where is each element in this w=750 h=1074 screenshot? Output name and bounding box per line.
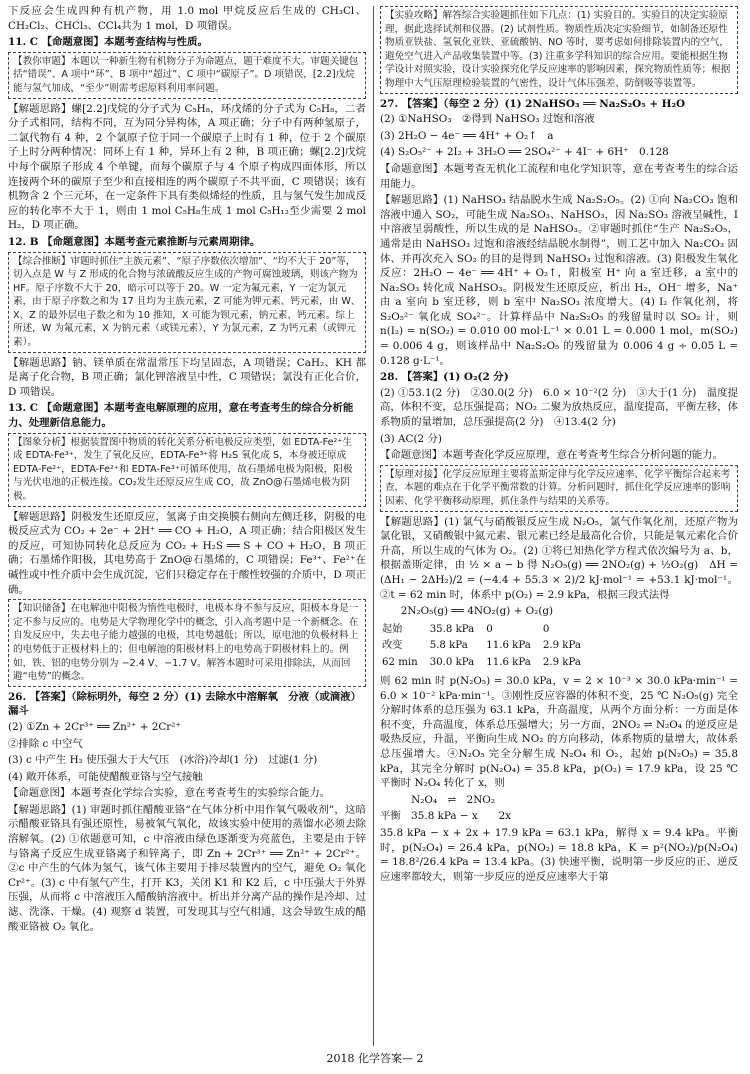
tip-box: 【教你审题】本题以一种新生物有机物分子为命题点，题干难度不大。审题关键包括“错误”、A 项中“环”、B 项中“超过”、C 项中“碳原子”。D 项错误，[2.2]戊烷能与氢气加成，“至少”则需考虑原料利用率问题。 <box>8 52 366 99</box>
table-cell: 30.0 kPa <box>429 656 475 668</box>
answer-paragraph: 【解题思路】(1) NaHSO₃ 结晶脱水生成 Na₂S₂O₅。(2) ①向 Na₂CO₃ 饱和溶液中通入 SO₂，可能生成 Na₂SO₃、NaHSO₃，因 Na₂SO₃ 溶液呈碱性，I 中溶液呈弱酸性，所以生成的是 NaHSO₃。②审题时抓住“生产 Na₂S₂O₅，通常是由 NaHSO₃ 过饱和溶液经结晶脱水制得”，则工艺中加入 Na₂CO₃ 固体、并再次充入 SO₂ 的目的是得到 NaHSO₃ 过饱和溶液。(3) 阳极发生氧化反应：2H₂O − 4e⁻ ══ 4H⁺ + O₂↑，阳极室 H⁺ 向 a 室迁移，a 室中的 Na₂SO₃ 转化成 NaHSO₃。阴极发生还原反应，析出 H₂，OH⁻ 增多，Na⁺ 由 a 室向 b 室迁移，则 b 室中 Na₂SO₃ 浓度增大。(4) I₂ 作氧化剂，将 S₂O₅²⁻ 氧化成 SO₄²⁻。计算样品中 Na₂S₂O₅ 的残留量时以 SO₂ 计，则 n(I₂) = n(SO₂) = 0.010 00 mol·L⁻¹ × 0.01 L = 0.000 1 mol，m(SO₂) = 0.006 4 g，则该样品中 Na₂S₂O₅ 的残留量为 0.006 4 g ÷ 0.05 L = 0.128 g·L⁻¹。 <box>380 194 738 367</box>
answer-paragraph: 【命题意图】本题考查化学反应原理，意在考查考生综合分析问题的能力。 <box>380 449 723 462</box>
answer-paragraph: 平衡 35.8 kPa − x 2x <box>380 810 512 823</box>
table-cell: 11.6 kPa <box>486 640 531 652</box>
tip-box: 【知识储备】在电解池中阳极为惰性电极时，电极本身不参与反应，阳极本身是一定不参与反应的。电势是大学物理化学中的概念，引入高考题中是一个新概念。在自发反应中，失去电子能力越强的电极，其电势越低；所以，原电池的负极材料上的电势低于正极材料上的；但电解池的阳极材料上的电势高于阴极材料上的。例如，铁、铝的电势分别为 −2.4 V、−1.7 V。解答本题时可采用排除法，从而回避“电势”的概念。 <box>8 599 366 687</box>
question-heading: 26. 【答案】（除标明外，每空 2 分）(1) 去除水中溶解氧 分液（或滴液）漏斗 <box>8 690 361 718</box>
answer-paragraph: 【解题思路】阴极发生还原反应，氢离子由交换膜右侧向左侧迁移，阴极的电极反应式为 CO₂ + 2e⁻ + 2H⁺ ══ CO + H₂O，A 项正确；结合阳极区发生的反应，可知协同转化总反应为 CO₂ + H₂S ══ S + CO + H₂O，B 项正确；石墨烯作阳极，其电势高于 ZnO@石墨烯的，C 项错误；Fe³⁺、Fe²⁺在碱性或中性介质中会生成沉淀，它们只稳定存在于酸性较强的介质中，D 项正确。 <box>8 510 366 596</box>
answer-paragraph: (2) ①Zn + 2Cr³⁺ ══ Zn²⁺ + 2Cr²⁺ <box>8 720 181 733</box>
answer-paragraph: 【命题意图】本题考查无机化工流程和电化学知识等，意在考查考生的综合运用能力。 <box>380 162 738 190</box>
answer-paragraph: ②排除 c 中空气 <box>8 737 83 750</box>
page-footer: 2018 化学答案— 2 <box>326 1052 424 1065</box>
question-heading: 27. 【答案】（每空 2 分）(1) 2NaHSO₃ ══ Na₂S₂O₅ + H₂O <box>380 97 686 110</box>
answer-paragraph: (3) 2H₂O − 4e⁻ ══ 4H⁺ + O₂↑ a <box>380 129 554 142</box>
answer-paragraph: (3) c 中产生 H₂ 使压强大于大气压 (冰浴)冷却(1 分) 过滤(1 分) <box>8 754 318 767</box>
answer-paragraph: 35.8 kPa − x + 2x + 17.9 kPa = 63.1 kPa，解得 x = 9.4 kPa。平衡时，p(N₂O₄) = 26.4 kPa，p(NO₂) = 18.8 kPa，K = p²(NO₂)/p(N₂O₄) = 18.8²/26.4 kPa = 13.4 kPa。(3) 快速平衡，说明第一步反应的正、逆反应速率都较大，则第一步反应的逆反应速率大于第 <box>380 826 738 883</box>
table-row <box>382 656 591 670</box>
table-cell: 起始 <box>382 623 403 635</box>
tip-box: 【原理对接】化学反应原理主要将盖斯定律与化学反应速率、化学平衡综合起来考查，本题的难点在于化学平衡常数的计算。分析问题时，抓住化学反应速率的影响因素、化学平衡移动原理，抓住条件与结果的关系等。 <box>380 465 738 512</box>
answer-paragraph: (2) ①NaHSO₃ ②得到 NaHSO₃ 过饱和溶液 <box>380 113 595 126</box>
answer-paragraph: (4) S₂O₅²⁻ + 2I₂ + 3H₂O ══ 2SO₄²⁻ + 4I⁻ + 6H⁺ 0.128 <box>380 146 669 159</box>
table-cell: 2.9 kPa <box>542 640 581 652</box>
answer-paragraph: 【解题思路】(1) 审题时抓住醋酸亚铬“在气体分析中用作氧气吸收剂”，这暗示醋酸亚铬具有强还原性，易被氧气氧化，故该实验中使用的蒸馏水必须去除溶解氧。(2) ①依题意可知，c 中溶液由绿色逐渐变为亮蓝色，主要是由于锌与铬离子反应生成亚铬离子和锌离子，即 Zn + 2Cr³⁺ ══ Zn²⁺ + 2Cr²⁺。②c 中产生的气体为氢气，该气体主要用于排尽装置内的空气，避免 O₂ 氧化 Cr²⁺。(3) c 中有氢气产生，打开 K3，关闭 K1 和 K2 后，c 中压强大于外界压强，从而将 c 中溶液压入醋酸钠溶液中。析出并分离产品的操作是冷却、过滤、洗涤、干燥。(4) 观察 d 装置，可发现其与空气相通，这会导致生成的醋酸亚铬被 O₂ 氧化。 <box>8 803 366 933</box>
answer-paragraph: 下反应会生成四种有机产物，用 1.0 mol 甲烷反应后生成的 CH₃Cl、CH₂Cl₂、CHCl₃、CCl₄共为 1 mol，D 项错误。 <box>8 5 366 32</box>
answer-paragraph: N₂O₄ ⇌ 2NO₂ <box>380 793 495 806</box>
answer-paragraph: (3) AC(2 分) <box>380 432 442 445</box>
table-cell: 11.6 kPa <box>486 656 531 668</box>
column-divider <box>373 6 374 1046</box>
answer-paragraph: (4) 敞开体系，可能使醋酸亚铬与空气接触 <box>8 770 203 783</box>
answer-paragraph: 【解题思路】螺[2.2]戊烷的分子式为 C₅H₈，环戊烯的分子式为 C₅H₈，二者分子式相同，结构不同，互为同分异构体，A 项正确；分子中有两种氢原子，二氯代物有 4 种，2 个氯原子位于同一个碳原子上时有 1 种，位于 2 个碳原子上时分两种情况：同环上有 1 种，异环上有 2 种，B 项正确；螺[2.2]戊烷中每个碳原子形成 4 个单键，而每个碳原子与 4 个原子构成四面体形，所以连接两个环的碳原子至少和直接相连的两个碳原子不共平面，C 项错误；该有机物含 2 个三元环，在一定条件下具有类似烯烃的性质，且与氢气发生加成反应的转化率不大于 1，则由 1 mol C₅H₈生成 1 mol C₅H₁₂至少需要 2 mol H₂，D 项正确。 <box>8 102 366 232</box>
table-row <box>382 623 591 637</box>
answer-paragraph: 2N₂O₅(g) ══ 4NO₂(g) + O₂(g) <box>380 605 554 618</box>
question-heading: 12. B 【命题意图】本题考查元素推断与元素周期律。 <box>8 235 261 248</box>
table-cell: 35.8 kPa <box>429 623 475 635</box>
left-column <box>8 4 366 936</box>
equilibrium-table <box>380 621 593 672</box>
answer-paragraph: 【解题思路】钠、镁单质在常温常压下均呈固态，A 项错误；CaH₂、KH 都是离子化合物，B 项正确；氯化钾溶液呈中性，C 项错误；氯没有正化合价，D 项错误。 <box>8 356 366 398</box>
question-heading: 28. 【答案】(1) O₂(2 分) <box>380 371 509 384</box>
right-column <box>380 4 738 886</box>
tip-box: 【图象分析】根据装置图中物质的转化关系分析电极反应类型，如 EDTA-Fe²⁺生成 EDTA-Fe³⁺，发生了氧化反应，EDTA-Fe³⁺将 H₂S 氧化成 S，本身被还原成 EDTA-Fe²⁺，EDTA-Fe²⁺和 EDTA-Fe³⁺可循环使用，故石墨烯电极为阳极，阳极与光伏电池的正极连接。CO₂发生还原反应生成 CO，故 ZnO@石墨烯电极为阴极。 <box>8 433 366 507</box>
tip-box: 【实验攻略】解答综合实验题抓住如下几点：(1) 实验目的。实验目的决定实验原理，据此选择试剂和仪器。(2) 试剂性质。物质性质决定实验细节，如制备还原性物质亚铁盐、氢氧化亚铁、亚硫酸钠、NO 等时，要考虑如何排除装置内的空气，避免空气进入产品收集装置中等。(3) 注重多学科知识的综合应用。要能根据生物学设计对照实验，设计实验探究化学反应速率的影响因素，探究物质性质等；根据物理中大气压原理检验装置的气密性，设计气体压强差、防倒吸等装置等。 <box>380 6 738 94</box>
table-cell: 0 <box>542 623 550 635</box>
question-heading: 11. C 【命题意图】本题考查结构与性质。 <box>8 36 208 49</box>
table-cell: 0 <box>486 623 493 635</box>
table-cell: 62 min <box>382 656 418 668</box>
table-cell: 2.9 kPa <box>542 656 581 668</box>
answer-paragraph: 【解题思路】(1) 氯气与硝酸银反应生成 N₂O₅，氯气作氧化剂，还原产物为氯化银，又硝酸银中氮元素、银元素已经是最高化合价，只能是氧元素化合价升高，所以生成的气体为 O₂。(2) ①将已知热化学方程式依次编号为 a、b，根据盖斯定律，由 ½ × a − b 得 N₂O₅(g) ══ 2NO₂(g) + ½O₂(g) ΔH = (ΔH₁ − 2ΔH₂)/2 = (−4.4 + 55.3 × 2)/2 kJ·mol⁻¹ = +53.1 kJ·mol⁻¹。②t = 62 min 时，体系中 p(O₂) = 2.9 kPa，根据三段式法得 <box>380 515 738 601</box>
tip-box: 【综合推断】审题时抓住“主族元素”、“原子序数依次增加”、“均不大于 20”等，切入点是 W 与 Z 形成的化合物与浓硫酸反应生成的产物可腐蚀玻璃，则该产物为 HF。原子序数不大于 20，暗示可以等于 20。W 一定为氟元素，Y 一定为氯元素，由于原子序数之和为 17 且均为主族元素，Z 可能为钾元素、钙元素，由 W、X、Z 的最外层电子数之和为 10 推知，X 可能为钡元素，钠元素、钙元素。综上所述，W 为氟元素，X 为钠元素（或镁元素），Y 为氯元素，Z 为钙元素（或钾元素）。 <box>8 252 366 353</box>
answer-paragraph: 【命题意图】本题考查化学综合实验，意在考查考生的实验综合能力。 <box>8 787 331 800</box>
table-cell: 改变 <box>382 640 403 652</box>
table-cell: 5.8 kPa <box>429 640 468 652</box>
question-heading: 13. C 【命题意图】本题考查电解原理的应用，意在考查考生的综合分析能力、处理新信息能力。 <box>8 402 354 430</box>
table-row <box>382 639 591 653</box>
answer-paragraph: 则 62 min 时 p(N₂O₅) = 30.0 kPa，v = 2 × 10⁻³ × 30.0 kPa·min⁻¹ = 6.0 × 10⁻² kPa·min⁻¹。③刚性反应容器的体积不变，25 ℃ N₂O₅(g) 完全分解时体系的总压强为 63.1 kPa，升高温度，从两个方面分析：一方面是体积不变，升高温度，体系总压强增大；另一方面，2NO₂ ⇌ N₂O₄ 的逆反应是吸热反应，升温，平衡向生成 NO₂ 的方向移动，体系物质的量增大，故体系总压强增大。④N₂O₅ 完全分解生成 N₂O₄ 和 O₂，起始 p(N₂O₅) = 35.8 kPa，其完全分解时 p(N₂O₄) = 35.8 kPa，p(O₂) = 17.9 kPa，设 25 ℃ 平衡时 N₂O₄ 转化了 x，则 <box>380 674 738 790</box>
answer-paragraph: (2) ①53.1(2 分) ②30.0(2 分) 6.0 × 10⁻²(2 分) ③大于(1 分) 温度提高，体积不变，总压强提高；NO₂ 二聚为放热反应，温度提高，平衡左移，体系物质的量增加，总压强提高(2 分) ④13.4(2 分) <box>380 386 738 429</box>
